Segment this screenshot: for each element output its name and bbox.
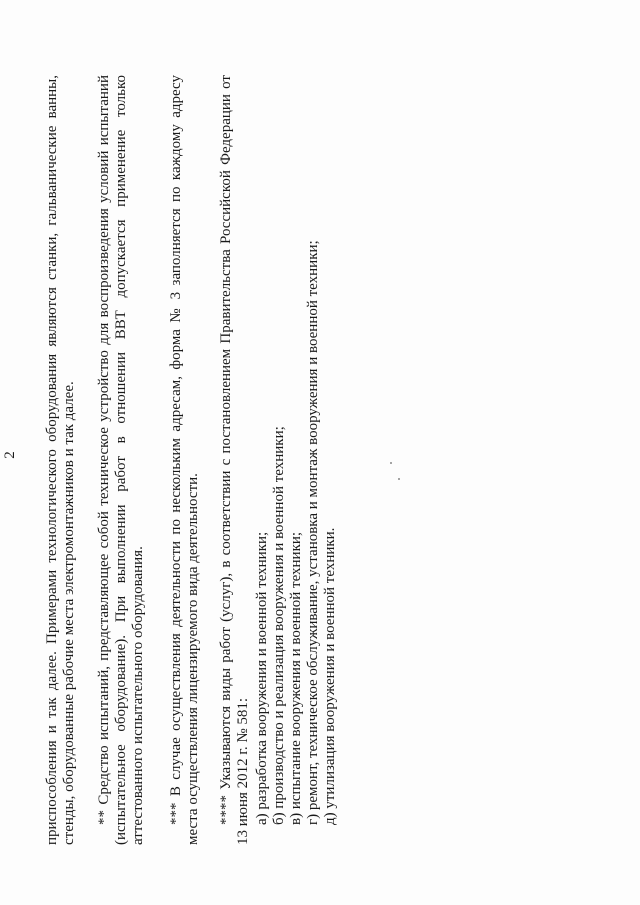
page-number: 2 (2, 451, 18, 459)
list-item: а) разработка вооружения и военной техники; (254, 531, 270, 825)
footnote-test-equipment: ** Средство испытаний, представляющее собой техническое устройство для воспроизведения условий испытаний (испытательное оборудование). При выполнении работ в отношении ВВТ допускается применение только аттестованного испытательного оборудования. (96, 75, 146, 845)
list-item: в) испытание вооружения и военной техники; (288, 531, 304, 825)
list-item: г) ремонт, техническое обслуживание, установка и монтаж вооружения и военной техники; (305, 240, 321, 825)
footnote-work-types: **** Указываются виды работ (услуг), в соответствии с постановлением Правительства Российской Федерации от 13 июня 2012 г. № 581: (218, 75, 251, 845)
scan-speck (398, 478, 400, 480)
list-item: д) утилизация вооружения и военной техники. (322, 527, 338, 825)
scan-speck (390, 462, 392, 464)
footnote-multiple-addresses: *** В случае осуществления деятельности по нескольким адресам, форма № 3 заполняется по каждому адресу места осуществления лицензируемого вида деятельности. (168, 75, 201, 845)
work-types-list (254, 85, 339, 825)
footnote-continuation: приспособления и так далее. Примерами технологического оборудования являются станки, гальванические ванны, стенды, оборудованные рабочие места электромонтажников и так далее. (44, 75, 77, 845)
list-item: б) производство и реализация вооружения и военной техники; (271, 426, 287, 825)
rotated-content (0, 35, 600, 875)
